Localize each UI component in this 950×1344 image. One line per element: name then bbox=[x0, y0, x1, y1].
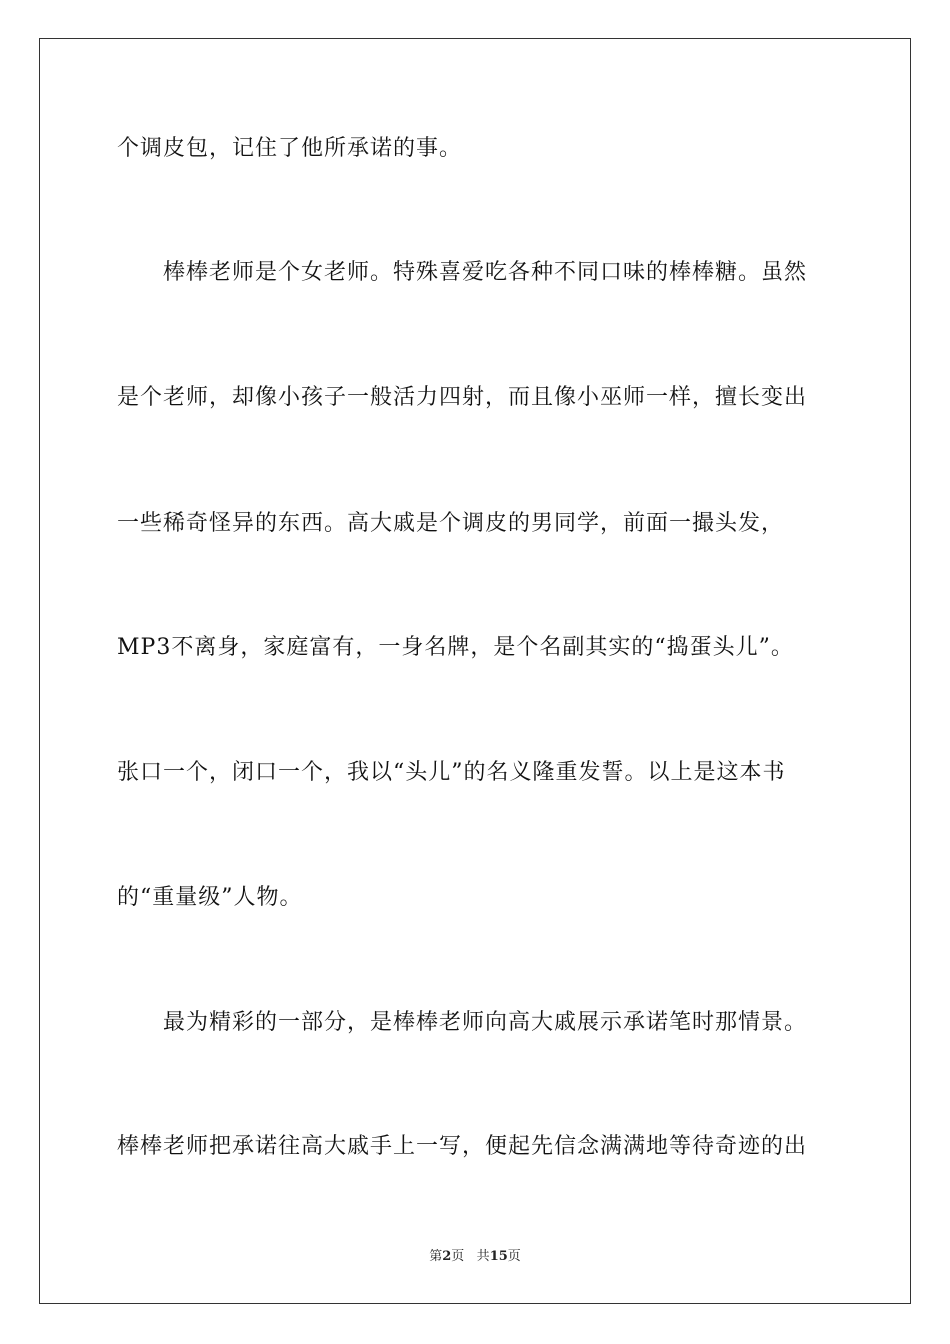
footer-page-prefix: 第 bbox=[429, 1249, 443, 1264]
page-frame bbox=[39, 38, 911, 1304]
paragraph-line-9: 棒棒老师把承诺往高大戚手上一写，便起先信念满满地等待奇迹的出 bbox=[117, 1134, 808, 1159]
footer-page-suffix: 页 bbox=[451, 1249, 465, 1264]
paragraph-line-1: 个调皮包，记住了他所承诺的事。 bbox=[117, 136, 463, 161]
footer-total-suffix: 页 bbox=[507, 1249, 521, 1264]
footer-total-prefix: 共 bbox=[476, 1249, 490, 1264]
paragraph-line-8: 最为精彩的一部分，是棒棒老师向高大戚展示承诺笔时那情景。 bbox=[163, 1010, 808, 1035]
paragraph-line-7: 的“重量级”人物。 bbox=[117, 885, 303, 910]
footer-page-number: 2 bbox=[442, 1249, 452, 1264]
paragraph-line-6: 张口一个，闭口一个，我以“头儿”的名义隆重发誓。以上是这本书 bbox=[117, 760, 786, 785]
page-footer bbox=[0, 1248, 950, 1266]
footer-total-number: 15 bbox=[489, 1249, 508, 1264]
paragraph-line-3: 是个老师，却像小孩子一般活力四射，而且像小巫师一样，擅长变出 bbox=[117, 385, 808, 410]
paragraph-line-2: 棒棒老师是个女老师。特殊喜爱吃各种不同口味的棒棒糖。虽然 bbox=[163, 260, 808, 285]
paragraph-line-5: MP3不离身，家庭富有，一身名牌，是个名副其实的“捣蛋头儿”。 bbox=[117, 635, 794, 660]
paragraph-line-4: 一些稀奇怪异的东西。高大戚是个调皮的男同学，前面一撮头发， bbox=[117, 511, 785, 536]
